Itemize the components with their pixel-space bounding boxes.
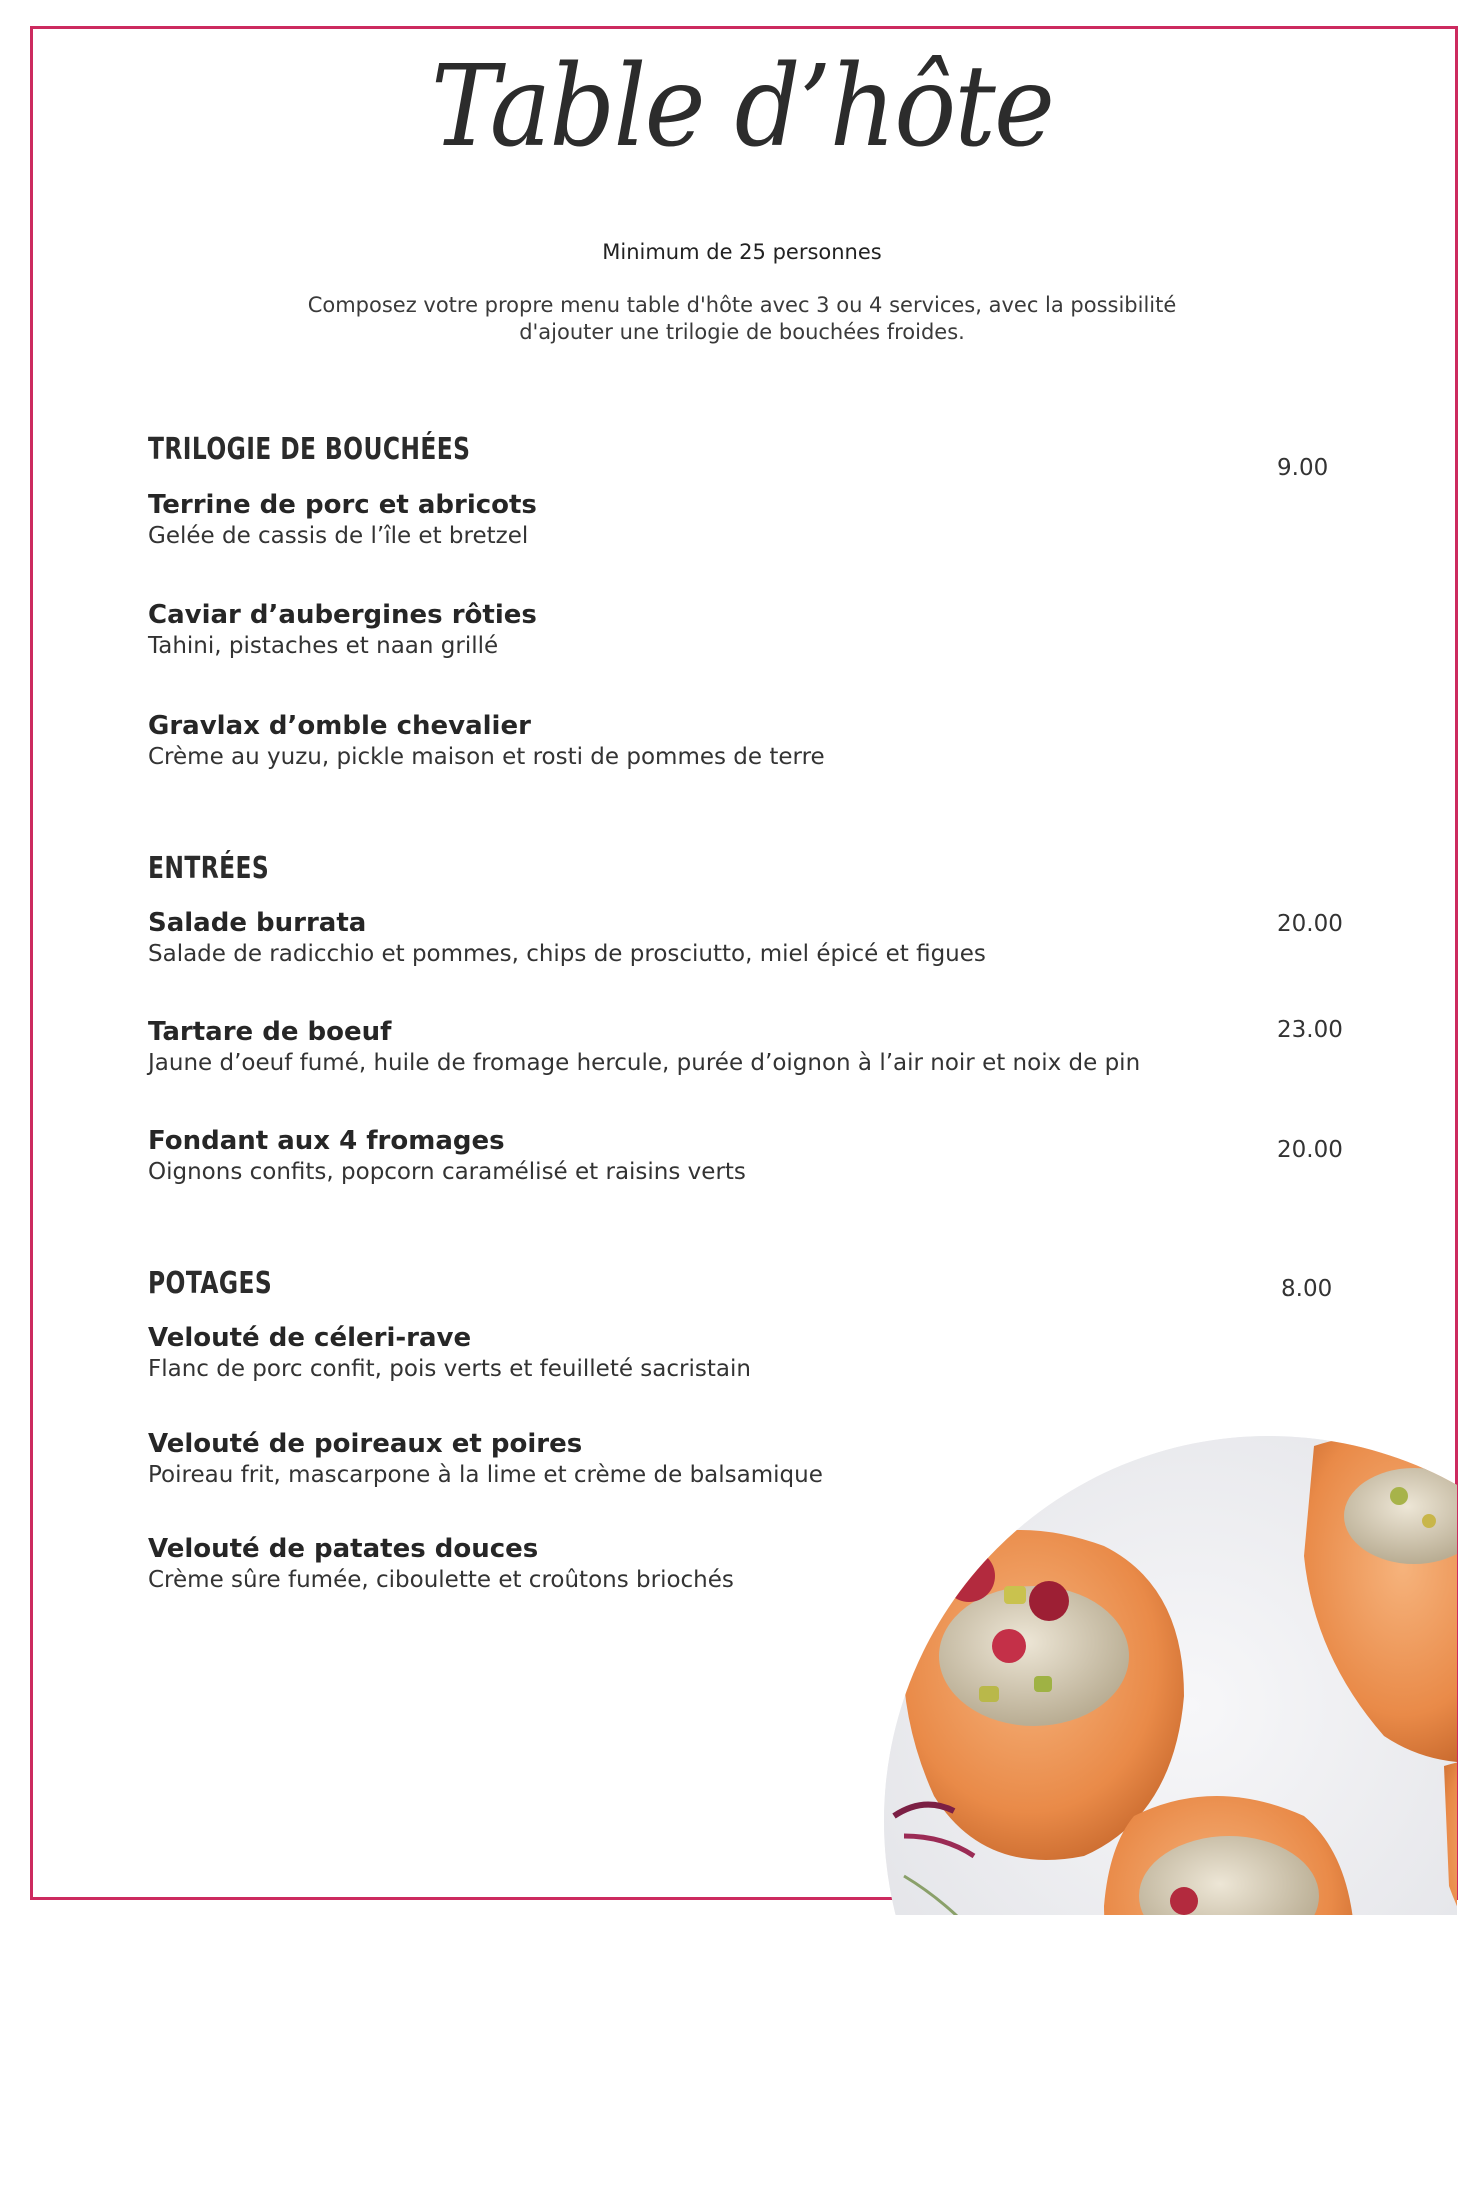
- item-description: Crème au yuzu, pickle maison et rosti de pommes de terre: [148, 744, 825, 770]
- item-description: Poireau frit, mascarpone à la lime et crème de balsamique: [148, 1462, 823, 1488]
- menu-item: [148, 1428, 1248, 1490]
- item-name: Velouté de patates douces: [148, 1534, 539, 1564]
- item-name: Salade burrata: [148, 908, 367, 938]
- item-description: Crème sûre fumée, ciboulette et croûtons briochés: [148, 1567, 734, 1593]
- item-description: Gelée de cassis de l’île et bretzel: [148, 523, 529, 549]
- menu-subtitle: Minimum de 25 personnes: [602, 240, 882, 264]
- section-title-trilogie: TRILOGIE DE BOUCHÉES: [148, 432, 471, 467]
- item-name: Fondant aux 4 fromages: [148, 1126, 505, 1156]
- menu-item: [148, 1125, 1248, 1187]
- section-price-potages: 8.00: [1281, 1276, 1333, 1302]
- section-title-entrees: ENTRÉES: [148, 851, 270, 886]
- item-description: Salade de radicchio et pommes, chips de prosciutto, miel épicé et figues: [148, 941, 986, 967]
- item-price: 20.00: [1277, 911, 1343, 937]
- item-name: Velouté de céleri-rave: [148, 1323, 472, 1353]
- section-title-potages: POTAGES: [148, 1266, 273, 1301]
- item-description: Jaune d’oeuf fumé, huile de fromage hercule, purée d’oignon à l’air noir et noix de pin: [148, 1050, 1141, 1076]
- menu-item: [148, 599, 1248, 661]
- menu-item: [148, 1016, 1248, 1078]
- item-name: Velouté de poireaux et poires: [148, 1429, 583, 1459]
- item-description: Oignons confits, popcorn caramélisé et raisins verts: [148, 1159, 746, 1185]
- menu-intro: [0, 292, 1484, 346]
- item-name: Terrine de porc et abricots: [148, 490, 537, 520]
- item-name: Caviar d’aubergines rôties: [148, 600, 537, 630]
- item-description: Tahini, pistaches et naan grillé: [148, 633, 499, 659]
- item-name: Tartare de boeuf: [148, 1017, 392, 1047]
- menu-item: [148, 1322, 1248, 1384]
- item-price: 20.00: [1277, 1137, 1343, 1163]
- menu-title: Table d’hôte: [430, 42, 1054, 172]
- item-description: Flanc de porc confit, pois verts et feuilleté sacristain: [148, 1356, 751, 1382]
- intro-line: d'ajouter une trilogie de bouchées froides.: [519, 320, 965, 344]
- menu-item: [148, 710, 1248, 772]
- item-name: Gravlax d’omble chevalier: [148, 711, 531, 741]
- section-price-trilogie: 9.00: [1277, 455, 1329, 481]
- menu-item: [148, 489, 1248, 551]
- item-price: 23.00: [1277, 1017, 1343, 1043]
- intro-line: Composez votre propre menu table d'hôte avec 3 ou 4 services, avec la possibilité: [307, 293, 1177, 317]
- menu-item: [148, 907, 1248, 969]
